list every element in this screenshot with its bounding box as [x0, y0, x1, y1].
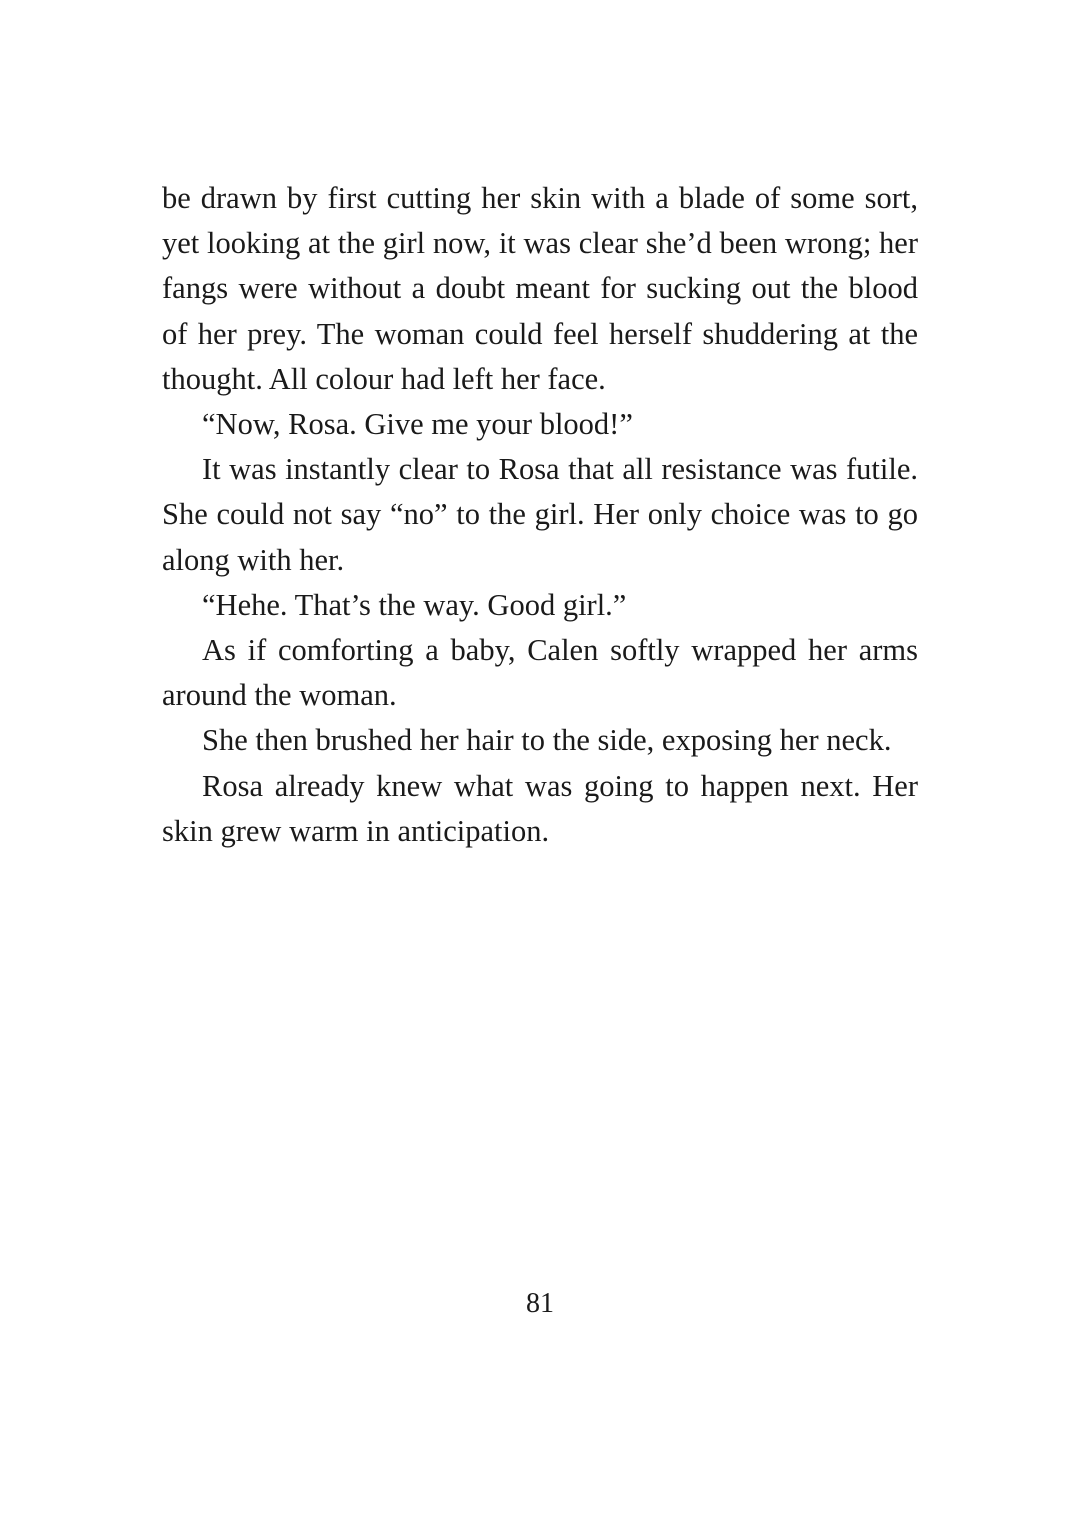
paragraph-embrace: As if comforting a baby, Calen softly wrapped her arms around the woman. [162, 633, 918, 713]
paragraph-expose-neck: She then brushed her hair to the side, exposing her neck. [202, 723, 892, 758]
paragraph-anticipation: Rosa already knew what was going to happen next. Her skin grew warm in anticipation. [162, 768, 918, 848]
paragraph-resistance-futile: It was instantly clear to Rosa that all resistance was futile. She could not say “no” to the girl. Her only choice was to go along with her. [162, 452, 918, 577]
paragraph-continued: be drawn by first cutting her skin with a blade of some sort, yet looking at the girl now, it was clear she’d been wrong; her fangs were without a doubt meant for sucking out the blood of her prey. The woman could feel herself shuddering at the thought. All colour had left her face. [162, 181, 918, 396]
paragraph-dialogue-give-blood: “Now, Rosa. Give me your blood!” [202, 407, 633, 442]
page-number: 81 [526, 1288, 554, 1319]
paragraph-dialogue-good-girl: “Hehe. That’s the way. Good girl.” [202, 587, 627, 622]
page-body [162, 176, 918, 854]
